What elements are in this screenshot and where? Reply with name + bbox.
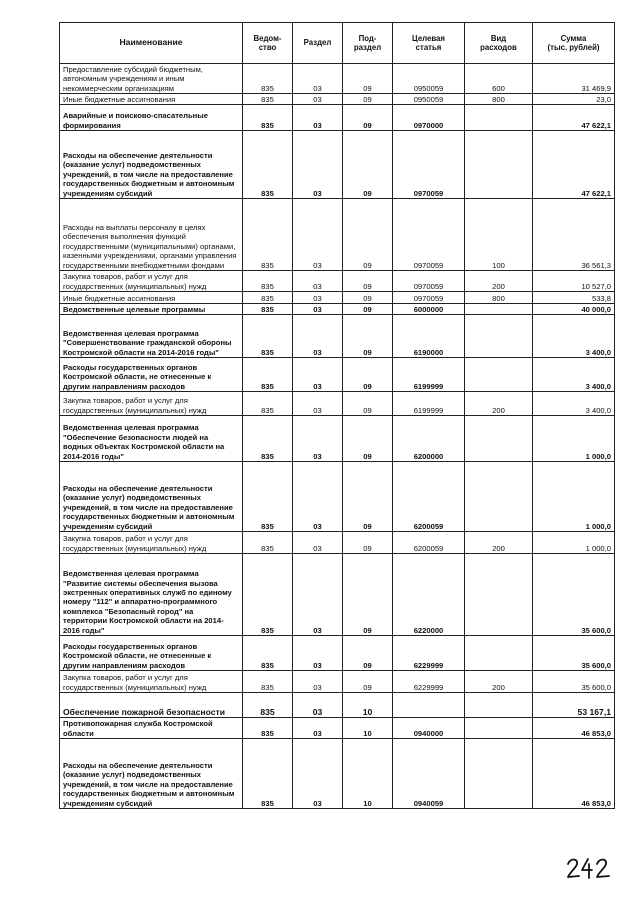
row-subsection: 09 [343,271,393,292]
row-expense-type: 200 [465,392,533,416]
row-dept: 835 [243,105,293,131]
row-target: 6190000 [393,315,465,358]
table-body [60,64,615,809]
row-expense-type: 800 [465,94,533,105]
row-target: 6199999 [393,358,465,392]
row-target: 0970059 [393,131,465,199]
row-dept: 835 [243,199,293,271]
row-dept: 835 [243,131,293,199]
row-section: 03 [293,462,343,532]
row-subsection: 09 [343,315,393,358]
row-name: Ведомственная целевая программа "Обеспечение безопасности людей на водных объектах Костромской области на 2014-2016 годы" [60,416,243,462]
row-dept: 835 [243,271,293,292]
row-sum: 10 527,0 [533,271,615,292]
row-subsection: 09 [343,64,393,94]
row-section: 03 [293,131,343,199]
table-row [60,271,615,292]
row-subsection: 09 [343,358,393,392]
row-target: 6200059 [393,532,465,554]
row-target [393,693,465,718]
table-row [60,462,615,532]
row-sum: 40 000,0 [533,304,615,315]
row-subsection: 09 [343,304,393,315]
table-row [60,693,615,718]
row-dept: 835 [243,94,293,105]
row-name: Расходы на обеспечение деятельности (оказание услуг) подведомственных учреждений, в том числе на предоставление государственных бюджетным и автономным учреждениям субсидий [60,739,243,809]
row-section: 03 [293,271,343,292]
row-sum: 3 400,0 [533,392,615,416]
row-expense-type: 200 [465,532,533,554]
row-section: 03 [293,315,343,358]
row-section: 03 [293,554,343,636]
row-name: Расходы государственных органов Костромской области, не отнесенные к другим направлениям расходов [60,358,243,392]
row-section: 03 [293,718,343,739]
header-target: Целевая статья [393,23,465,64]
row-expense-type [465,739,533,809]
row-expense-type [465,304,533,315]
page-number-handwritten [566,855,616,881]
row-section: 03 [293,671,343,693]
row-dept: 835 [243,671,293,693]
row-target: 0950059 [393,94,465,105]
table-row [60,304,615,315]
row-sum: 47 622,1 [533,131,615,199]
row-section: 03 [293,199,343,271]
row-sum: 53 167,1 [533,693,615,718]
table-header-row [60,23,615,64]
table-row [60,718,615,739]
row-target: 0970059 [393,199,465,271]
header-section: Раздел [293,23,343,64]
row-sum: 1 000,0 [533,416,615,462]
row-name: Ведомственная целевая программа "Развитие системы обеспечения вызова экстренных оперативных служб по единому номеру "112" и аппаратно-программного комплекса "Безопасный город" на территории Костромской области на 2014-2016 годы" [60,554,243,636]
row-sum: 35 600,0 [533,636,615,671]
row-section: 03 [293,292,343,304]
row-name: Ведомственная целевая программа "Совершенствование гражданской обороны Костромской области на 2014-2016 годы" [60,315,243,358]
row-dept: 835 [243,718,293,739]
row-sum: 533,8 [533,292,615,304]
row-subsection: 10 [343,693,393,718]
row-target: 6229999 [393,671,465,693]
row-target: 6200000 [393,416,465,462]
row-dept: 835 [243,304,293,315]
row-section: 03 [293,64,343,94]
row-sum: 1 000,0 [533,532,615,554]
row-target: 6000000 [393,304,465,315]
row-subsection: 10 [343,718,393,739]
row-sum: 1 000,0 [533,462,615,532]
table-row [60,315,615,358]
row-target: 0940000 [393,718,465,739]
row-target: 0940059 [393,739,465,809]
row-target: 0970059 [393,271,465,292]
row-section: 03 [293,94,343,105]
row-subsection: 09 [343,131,393,199]
row-sum: 46 853,0 [533,718,615,739]
table-row [60,94,615,105]
row-section: 03 [293,693,343,718]
row-dept: 835 [243,292,293,304]
row-sum: 3 400,0 [533,315,615,358]
table-row [60,671,615,693]
row-dept: 835 [243,532,293,554]
row-subsection: 09 [343,554,393,636]
row-dept: 835 [243,315,293,358]
row-dept: 835 [243,64,293,94]
row-target: 0970059 [393,292,465,304]
row-target: 0950059 [393,64,465,94]
row-dept: 835 [243,392,293,416]
row-expense-type [465,693,533,718]
row-subsection: 09 [343,199,393,271]
row-name: Аварийные и поисково-спасательные формирования [60,105,243,131]
row-expense-type: 600 [465,64,533,94]
row-sum: 31 469,9 [533,64,615,94]
row-subsection: 09 [343,105,393,131]
row-expense-type [465,358,533,392]
row-sum: 46 853,0 [533,739,615,809]
table-row [60,416,615,462]
row-expense-type: 800 [465,292,533,304]
row-section: 03 [293,739,343,809]
row-dept: 835 [243,554,293,636]
row-name: Противопожарная служба Костромской области [60,718,243,739]
row-name: Расходы на выплаты персоналу в целях обеспечения выполнения функций государственными (муниципальными) органами, казенными учреждениями, органами управления государственными внебюджетными фондами [60,199,243,271]
row-name: Закупка товаров, работ и услуг для государственных (муниципальных) нужд [60,671,243,693]
table-row [60,292,615,304]
row-sum: 23,0 [533,94,615,105]
row-section: 03 [293,358,343,392]
row-sum: 47 622,1 [533,105,615,131]
row-target: 6200059 [393,462,465,532]
row-dept: 835 [243,693,293,718]
table-row [60,199,615,271]
budget-table [59,22,615,809]
row-expense-type [465,718,533,739]
table-row [60,358,615,392]
row-section: 03 [293,392,343,416]
table-row [60,739,615,809]
row-subsection: 09 [343,292,393,304]
row-name: Закупка товаров, работ и услуг для государственных (муниципальных) нужд [60,392,243,416]
row-target: 0970000 [393,105,465,131]
row-section: 03 [293,532,343,554]
row-section: 03 [293,416,343,462]
row-expense-type [465,554,533,636]
table-row [60,392,615,416]
row-sum: 35 600,0 [533,671,615,693]
table-row [60,532,615,554]
row-expense-type [465,416,533,462]
table-row [60,636,615,671]
row-name: Закупка товаров, работ и услуг для государственных (муниципальных) нужд [60,271,243,292]
row-name: Иные бюджетные ассигнования [60,292,243,304]
row-expense-type: 200 [465,671,533,693]
row-sum: 36 561,3 [533,199,615,271]
row-target: 6199999 [393,392,465,416]
row-dept: 835 [243,636,293,671]
row-dept: 835 [243,416,293,462]
row-subsection: 09 [343,392,393,416]
row-section: 03 [293,304,343,315]
row-subsection: 09 [343,416,393,462]
row-name: Закупка товаров, работ и услуг для государственных (муниципальных) нужд [60,532,243,554]
row-subsection: 09 [343,94,393,105]
row-expense-type [465,636,533,671]
header-subsection: Под- раздел [343,23,393,64]
table-row [60,131,615,199]
row-name: Иные бюджетные ассигнования [60,94,243,105]
row-subsection: 09 [343,636,393,671]
row-section: 03 [293,105,343,131]
row-subsection: 09 [343,532,393,554]
row-sum: 3 400,0 [533,358,615,392]
row-name: Предоставление субсидий бюджетным, автономным учреждениям и иным некоммерческим организациям [60,64,243,94]
header-name: Наименование [60,23,243,64]
row-name: Расходы на обеспечение деятельности (оказание услуг) подведомственных учреждений, в том числе на предоставление государственных бюджетным и автономным учреждениям субсидий [60,131,243,199]
row-expense-type [465,105,533,131]
row-subsection: 09 [343,462,393,532]
row-section: 03 [293,636,343,671]
row-name: Расходы на обеспечение деятельности (оказание услуг) подведомственных учреждений, в том числе на предоставление государственных бюджетным и автономным учреждениям субсидий [60,462,243,532]
row-expense-type: 200 [465,271,533,292]
header-expense-type: Вид расходов [465,23,533,64]
row-dept: 835 [243,739,293,809]
row-dept: 835 [243,462,293,532]
row-expense-type [465,131,533,199]
row-expense-type [465,462,533,532]
row-sum: 35 600,0 [533,554,615,636]
row-name: Расходы государственных органов Костромской области, не отнесенные к другим направлениям расходов [60,636,243,671]
row-name: Обеспечение пожарной безопасности [60,693,243,718]
row-expense-type [465,315,533,358]
row-name: Ведомственные целевые программы [60,304,243,315]
row-subsection: 09 [343,671,393,693]
table-row [60,105,615,131]
table-row [60,554,615,636]
header-dept: Ведом- ство [243,23,293,64]
header-sum: Сумма (тыс. рублей) [533,23,615,64]
table-row [60,64,615,94]
row-expense-type: 100 [465,199,533,271]
row-subsection: 10 [343,739,393,809]
row-target: 6229999 [393,636,465,671]
row-dept: 835 [243,358,293,392]
row-target: 6220000 [393,554,465,636]
